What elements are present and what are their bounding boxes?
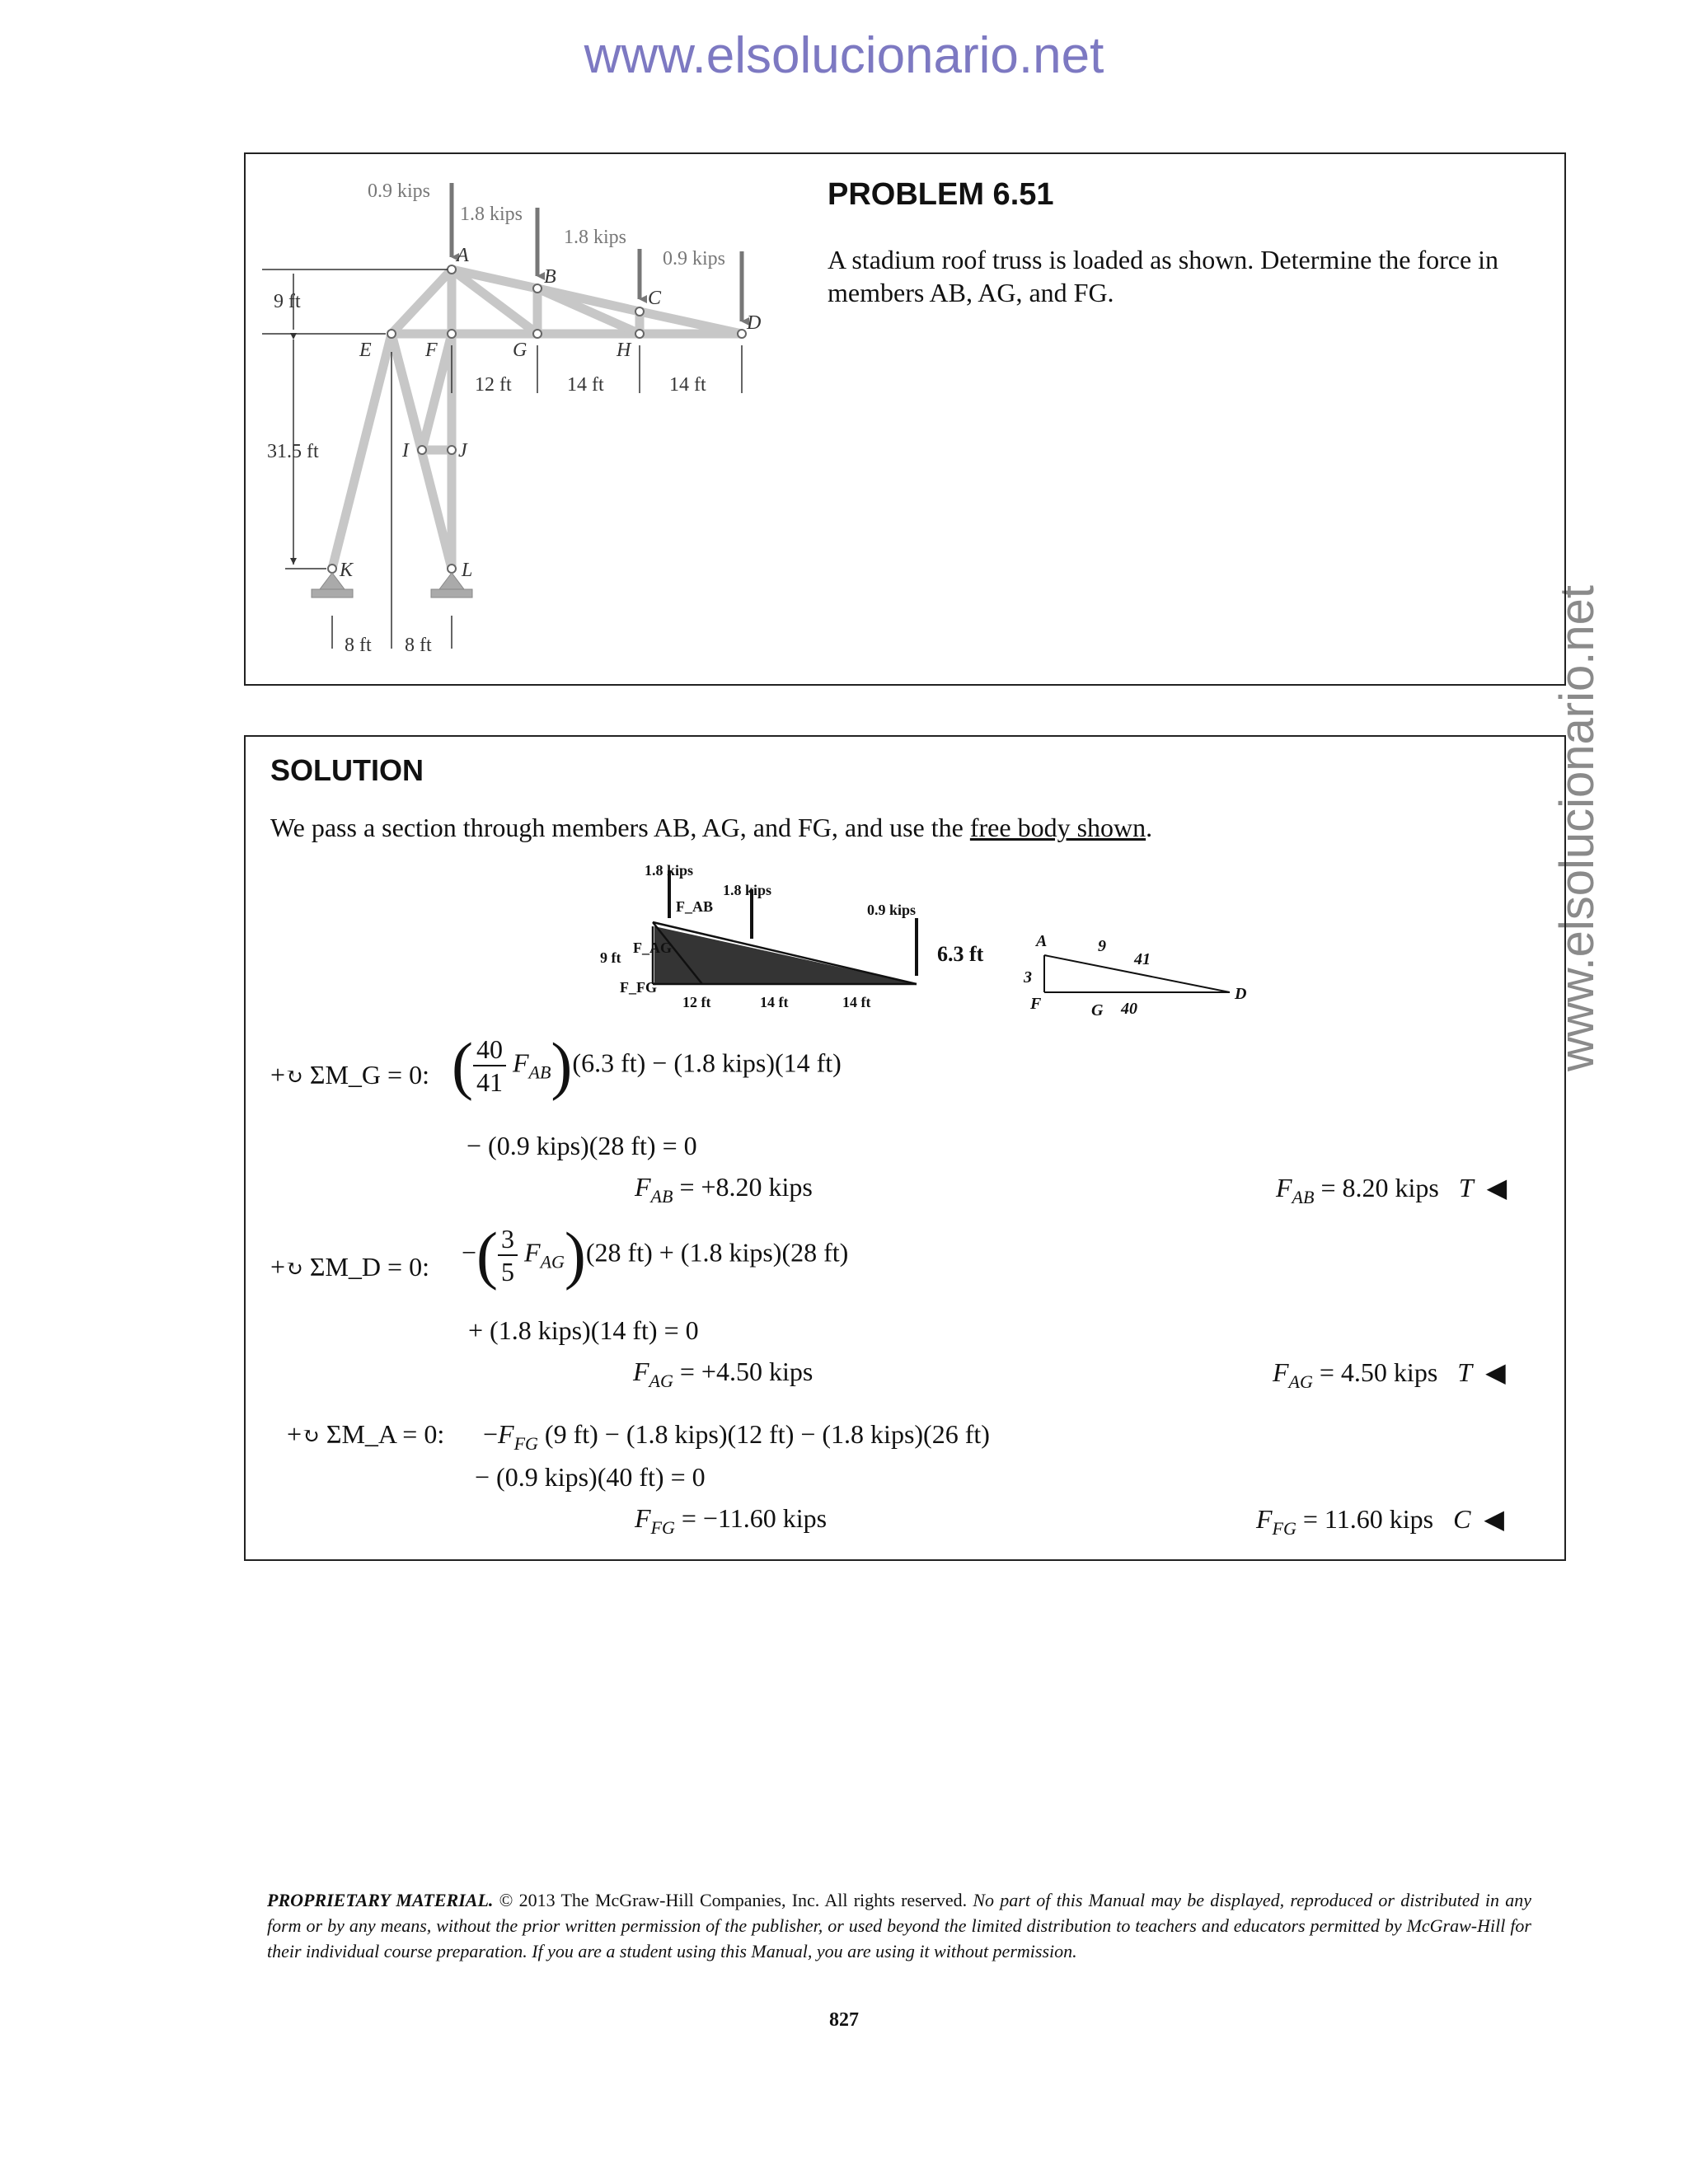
eq2-den: 5	[501, 1257, 515, 1286]
problem-title: PROBLEM 6.51	[828, 177, 1054, 212]
eq2-answer: $F_{AG} = 4.50$ kips T ◀	[1273, 1357, 1506, 1392]
eq2-moment: ΣM_D = 0:	[309, 1252, 429, 1282]
eq2-answer-value: = 4.50 kips	[1319, 1357, 1438, 1387]
intro-suffix: .	[1146, 813, 1153, 842]
problem-text: A stadium roof truss is loaded as shown. Determine the force in members AB, AG, and FG.	[828, 245, 1499, 307]
footer-notice: No part of this Manual may be displayed, reproduced or distributed in any form or by any means, without the prior written permission of the publisher, or used beyond the limited distribution to teachers and educators permitted by McGraw-Hill for their individual course preparation. If you are a student using this Manual, you are using it without permission.	[267, 1890, 1531, 1961]
eq3-answer-type: C	[1453, 1504, 1471, 1534]
problem-box	[244, 152, 1566, 686]
node-label: D	[747, 312, 762, 334]
node-label: H	[617, 340, 631, 361]
triangle-side: 41	[1134, 950, 1151, 968]
fbd-load: 0.9 kips	[867, 902, 917, 918]
fbd-force: F_FG	[620, 979, 657, 996]
intro-text: We pass a section through members AB, AG, and FG, and use the	[270, 813, 970, 842]
solution-title: SOLUTION	[270, 753, 424, 787]
triangle-label: G	[1091, 1001, 1104, 1019]
free-body-diagram	[587, 860, 1279, 1033]
eq2-line2: + (1.8 kips)(14 ft) = 0	[468, 1315, 699, 1345]
copyright-footer	[267, 1887, 1531, 1964]
node-label: B	[544, 266, 556, 288]
fbd-force: F_AB	[676, 898, 713, 915]
watermark-top: www.elsolucionario.net	[584, 27, 1104, 84]
node-label: L	[462, 560, 473, 581]
eq2-lhs: +↻ ΣM_D = 0:	[270, 1252, 429, 1282]
eq1-result: $F_{AB} = +8.20$ kips	[635, 1172, 813, 1207]
eq2-rest: (28 ft) + (1.8 kips)(28 ft)	[585, 1237, 849, 1268]
free-body-link: free body shown	[969, 813, 1146, 842]
triangle-side: 3	[1024, 968, 1032, 987]
solution-intro	[270, 813, 1152, 843]
dim-label: 9 ft	[274, 291, 301, 312]
eq3-result: $F_{FG} = -11.60$ kips	[635, 1503, 828, 1538]
eq3-result-value: = −11.60 kips	[681, 1503, 828, 1533]
triangle-label: A	[1036, 932, 1048, 950]
node-label: K	[340, 560, 354, 581]
fbd-load: 1.8 kips	[645, 862, 694, 879]
eq1-result-value: = +8.20 kips	[679, 1172, 813, 1202]
dim-label: 12 ft	[475, 374, 512, 396]
load-label: 1.8 kips	[460, 204, 523, 225]
eq2-result: $F_{AG} = +4.50$ kips	[633, 1357, 814, 1391]
fbd-load: 1.8 kips	[723, 882, 772, 898]
eq1-lhs: +↻ ΣM_G = 0:	[270, 1060, 429, 1090]
footer-copyright: © 2013 The McGraw-Hill Companies, Inc. All rights reserved.	[493, 1890, 968, 1910]
node-label: G	[513, 340, 528, 361]
eq2-num: 3	[498, 1223, 518, 1256]
eq1-answer-value: = 8.20 kips	[1320, 1173, 1439, 1202]
node-label: J	[458, 440, 467, 462]
load-label: 0.9 kips	[368, 180, 431, 202]
eq3-answer-value: = 11.60 kips	[1302, 1504, 1434, 1534]
eq2-result-value: = +4.50 kips	[679, 1357, 814, 1386]
eq3-answer: $F_{FG} = 11.60$ kips C ◀	[1256, 1504, 1505, 1539]
fbd-dim: 9 ft	[600, 949, 621, 966]
eq1-den: 41	[476, 1067, 503, 1097]
dim-label: 31.5 ft	[267, 441, 319, 462]
dim-label: 8 ft	[345, 635, 372, 656]
eq1-rest: (6.3 ft) − (1.8 kips)(14 ft)	[572, 1047, 842, 1078]
solution-box	[244, 735, 1566, 1561]
load-label: 0.9 kips	[663, 248, 726, 269]
load-label: 1.8 kips	[564, 227, 627, 248]
fbd-dim: 12 ft	[682, 994, 711, 1010]
fbd-dim: 14 ft	[760, 994, 789, 1010]
dim-label: 14 ft	[567, 374, 604, 396]
eq3-line1: $-F_{FG}$ (9 ft) − (1.8 kips)(12 ft) − (1.8 kips)(26 ft)	[483, 1419, 990, 1454]
triangle-side: 40	[1121, 1000, 1137, 1018]
fbd-dim: 14 ft	[842, 994, 871, 1010]
eq3-moment: ΣM_A = 0:	[326, 1419, 445, 1449]
footer-label: PROPRIETARY MATERIAL.	[267, 1890, 494, 1910]
eq1-line2: − (0.9 kips)(28 ft) = 0	[467, 1131, 697, 1160]
eq1-answer: $F_{AB} = 8.20$ kips T ◀	[1276, 1173, 1507, 1207]
eq3-lhs: +↻ ΣM_A = 0:	[287, 1419, 445, 1449]
node-label: E	[359, 340, 372, 361]
fbd-force: F_AG	[633, 940, 672, 956]
triangle-side: 9	[1098, 937, 1106, 955]
node-label: F	[425, 340, 438, 361]
dim-label: 8 ft	[405, 635, 432, 656]
eq3-rest: (9 ft) − (1.8 kips)(12 ft) − (1.8 kips)(26 ft)	[544, 1419, 990, 1449]
triangle-label: D	[1235, 985, 1247, 1003]
watermark-side: www.elsolucionario.net	[1550, 585, 1604, 1071]
node-label: I	[402, 440, 409, 462]
eq1-line1: ( $\frac{40}{41}$ $F_{AB})(6.3$ ft) − (1.8 kips)(14 ft)	[452, 1029, 842, 1101]
node-label: A	[457, 245, 469, 266]
eq2-answer-type: T	[1457, 1357, 1473, 1387]
eq3-line2: − (0.9 kips)(40 ft) = 0	[475, 1462, 706, 1492]
fbd-dim: 6.3 ft	[937, 942, 984, 966]
truss-figure	[246, 154, 773, 682]
eq1-num: 40	[473, 1033, 506, 1066]
node-label: C	[648, 288, 662, 309]
eq1-moment: ΣM_G = 0:	[309, 1060, 429, 1090]
eq1-answer-type: T	[1458, 1173, 1474, 1202]
triangle-label: F	[1030, 995, 1042, 1013]
dim-label: 14 ft	[669, 374, 706, 396]
page-number: 827	[829, 2009, 859, 2031]
eq2-line1: −( $\frac{3}{5}$ $F_{AG})(28$ ft) + (1.8 kips)(28 ft)	[462, 1219, 849, 1291]
